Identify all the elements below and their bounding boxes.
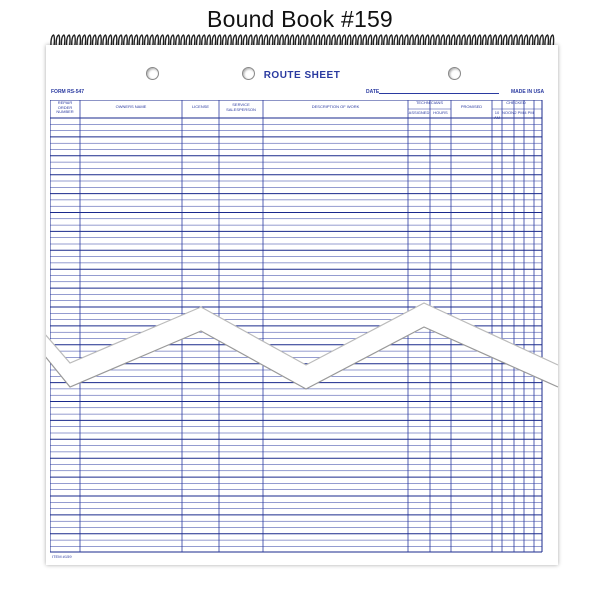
date-label: DATE	[366, 89, 380, 95]
col-hours: HOURS	[433, 110, 448, 115]
route-sheet-page	[46, 45, 558, 565]
made-in-label: MADE IN USA	[511, 89, 545, 95]
col-checked-10am: 10 AM	[494, 110, 500, 120]
col-assigned: ASSIGNED	[408, 110, 430, 115]
col-service: SERVICE SALESPERSON	[226, 102, 256, 112]
product-title: Bound Book #159	[207, 6, 393, 32]
form-number: FORM RS-547	[51, 89, 85, 95]
col-checked-2pm: 2 PM	[514, 110, 524, 115]
page-tear-cut	[46, 45, 558, 565]
col-repair-order: REPAIR ORDER NUMBER	[56, 100, 74, 114]
col-technicians: TECHNICIANS	[415, 100, 444, 105]
col-description: DESCRIPTION OF WORK	[311, 104, 360, 109]
form-title: ROUTE SHEET	[263, 70, 341, 81]
item-number: ITEM #159	[52, 554, 72, 559]
col-license: LICENSE	[191, 104, 210, 109]
col-checked-noon: NOON	[502, 110, 514, 115]
col-checked-4pm: 4 PM	[524, 110, 534, 115]
col-owner: OWNERS NAME	[115, 104, 147, 109]
col-promised: PROMISED	[460, 104, 483, 109]
col-checked: CHECKED	[506, 100, 526, 105]
